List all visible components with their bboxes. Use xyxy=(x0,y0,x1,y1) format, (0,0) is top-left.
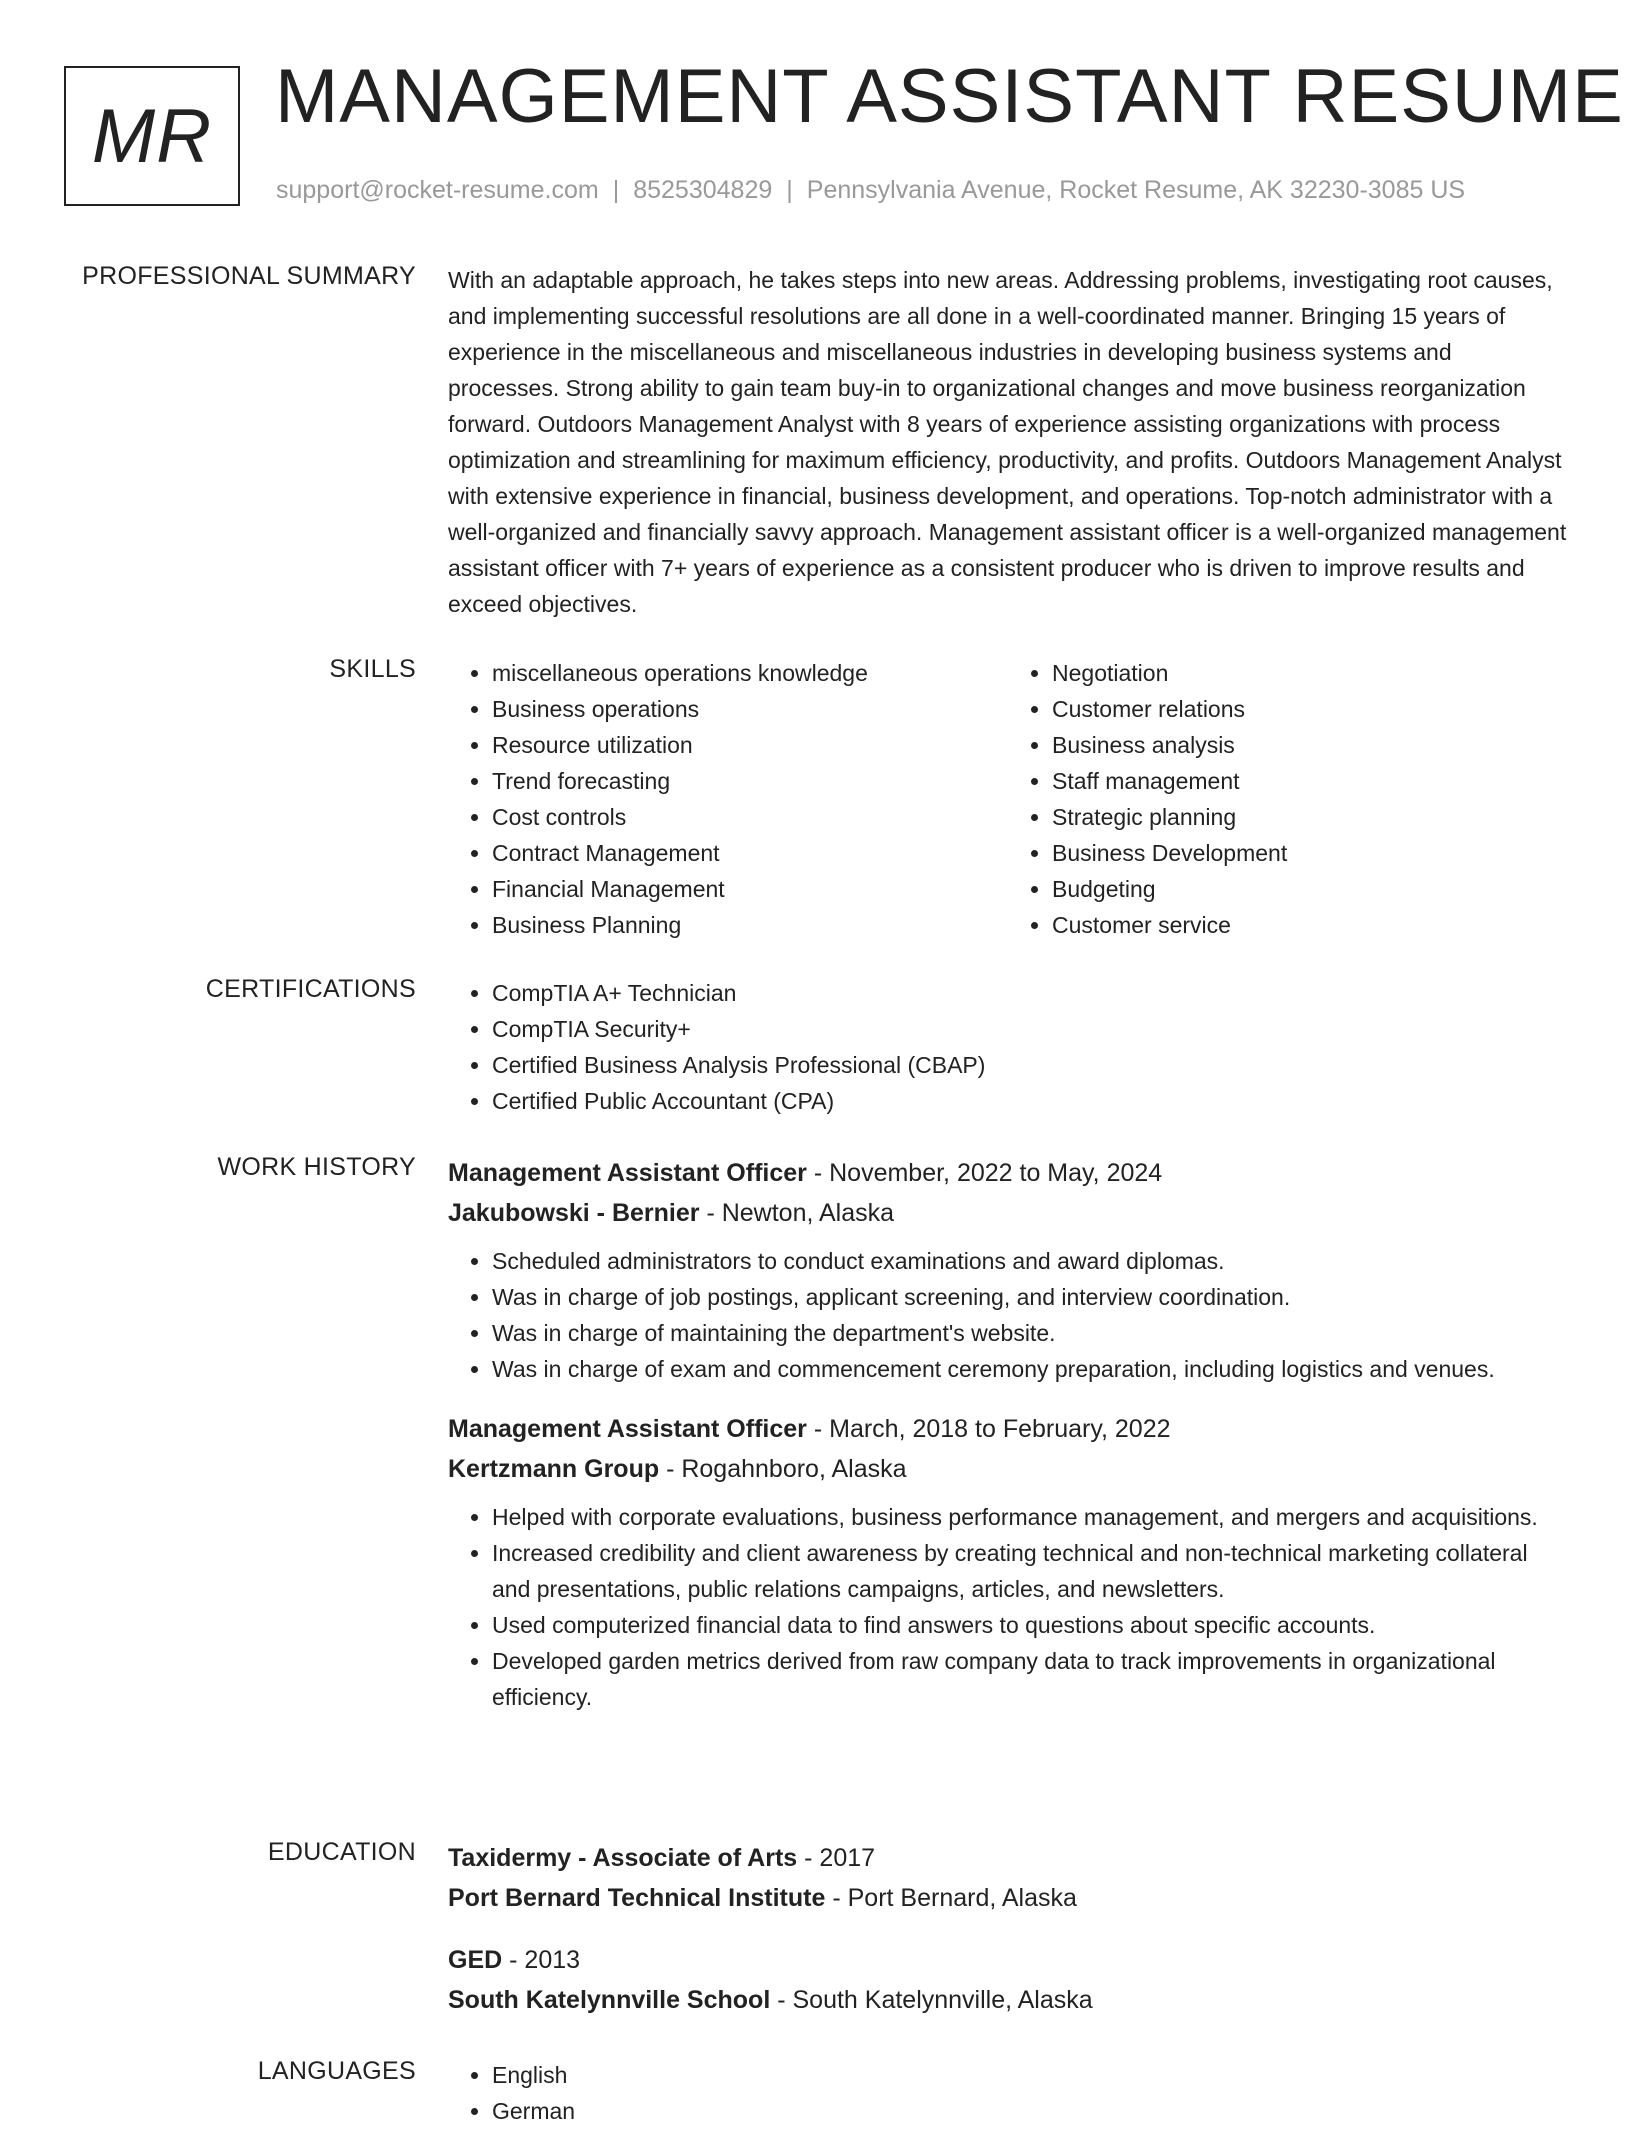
list-item: • Customer service xyxy=(1052,907,1568,943)
list-item: • Scheduled administrators to conduct examinations and award diplomas. xyxy=(492,1243,1568,1279)
monogram-logo: MR xyxy=(64,66,240,206)
job-title-line xyxy=(448,1153,1568,1193)
list-item: • Contract Management xyxy=(492,835,1008,871)
list-item: • Increased credibility and client awareness by creating technical and non-technical marketing collateral and presentations, public relations campaigns, articles, and newsletters. xyxy=(492,1535,1568,1607)
contact-phone[interactable]: 8525304829 xyxy=(633,176,773,204)
education-school: South Katelynnville School xyxy=(448,1986,771,2014)
skills-list-left xyxy=(448,655,1008,943)
list-item: • Certified Public Accountant (CPA) xyxy=(492,1083,1568,1119)
job-entry xyxy=(448,1153,1568,1387)
job-entry xyxy=(448,1409,1568,1715)
job-title: Management Assistant Officer xyxy=(448,1159,807,1187)
education-year: - 2013 xyxy=(509,1946,581,1974)
section-label-work: WORK HISTORY xyxy=(217,1153,416,1181)
languages-list xyxy=(448,2057,1568,2129)
job-location: - Newton, Alaska xyxy=(706,1199,895,1227)
section-label-summary: PROFESSIONAL SUMMARY xyxy=(82,262,416,290)
contact-email[interactable]: support@rocket-resume.com xyxy=(276,176,599,204)
education-entry xyxy=(448,1838,1568,1918)
list-item: • Certified Business Analysis Professional (CBAP) xyxy=(492,1047,1568,1083)
education-degree: Taxidermy - Associate of Arts xyxy=(448,1844,798,1872)
contact-address: Pennsylvania Avenue, Rocket Resume, AK 32230-3085 US xyxy=(806,176,1466,204)
section-label-education: EDUCATION xyxy=(267,1838,416,1866)
list-item: • Was in charge of maintaining the department's website. xyxy=(492,1315,1568,1351)
list-item: • Budgeting xyxy=(1052,871,1568,907)
job-bullets xyxy=(448,1499,1568,1715)
education-location: - South Katelynnville, Alaska xyxy=(777,1986,1093,2014)
list-item: • Business Planning xyxy=(492,907,1008,943)
education-school-line xyxy=(448,1980,1568,2020)
contact-line xyxy=(276,176,1465,205)
page-title: MANAGEMENT ASSISTANT RESUME xyxy=(275,54,1624,139)
list-item: • Strategic planning xyxy=(1052,799,1568,835)
education-degree: GED xyxy=(448,1946,503,1974)
job-company: Kertzmann Group xyxy=(448,1455,660,1483)
education-year: - 2017 xyxy=(804,1844,876,1872)
job-dates: - March, 2018 to February, 2022 xyxy=(813,1415,1171,1443)
list-item: • Staff management xyxy=(1052,763,1568,799)
contact-separator: | xyxy=(612,176,620,204)
list-item: • Trend forecasting xyxy=(492,763,1008,799)
job-location: - Rogahnboro, Alaska xyxy=(666,1455,907,1483)
list-item: • Negotiation xyxy=(1052,655,1568,691)
list-item: • Customer relations xyxy=(1052,691,1568,727)
list-item: • Financial Management xyxy=(492,871,1008,907)
list-item: • Business Development xyxy=(1052,835,1568,871)
contact-separator: | xyxy=(786,176,793,204)
list-item: • Helped with corporate evaluations, business performance management, and mergers and acquisitions. xyxy=(492,1499,1568,1535)
list-item: • Developed garden metrics derived from raw company data to track improvements in organizational efficiency. xyxy=(492,1643,1568,1715)
section-label-skills: SKILLS xyxy=(329,655,416,683)
education-degree-line xyxy=(448,1838,1568,1878)
list-item: • Cost controls xyxy=(492,799,1008,835)
education-entry xyxy=(448,1940,1568,2020)
section-label-languages: LANGUAGES xyxy=(257,2057,416,2085)
list-item: • miscellaneous operations knowledge xyxy=(492,655,1008,691)
list-item: • Business analysis xyxy=(1052,727,1568,763)
list-item: • CompTIA Security+ xyxy=(492,1011,1568,1047)
job-company-line xyxy=(448,1449,1568,1489)
education-school: Port Bernard Technical Institute xyxy=(448,1884,826,1912)
certifications-list xyxy=(448,975,1568,1119)
education-location: - Port Bernard, Alaska xyxy=(832,1884,1077,1912)
list-item: • Resource utilization xyxy=(492,727,1008,763)
job-company-line xyxy=(448,1193,1568,1233)
job-bullets xyxy=(448,1243,1568,1387)
skills-list-right xyxy=(1008,655,1568,943)
list-item: • Was in charge of exam and commencement ceremony preparation, including logistics and venues. xyxy=(492,1351,1568,1387)
job-title: Management Assistant Officer xyxy=(448,1415,807,1443)
list-item: • Used computerized financial data to find answers to questions about specific accounts. xyxy=(492,1607,1568,1643)
job-company: Jakubowski - Bernier xyxy=(448,1199,700,1227)
section-label-certifications: CERTIFICATIONS xyxy=(205,975,416,1003)
list-item: • German xyxy=(492,2093,1568,2129)
job-dates: - November, 2022 to May, 2024 xyxy=(813,1159,1163,1187)
education-degree-line xyxy=(448,1940,1568,1980)
list-item: • Was in charge of job postings, applicant screening, and interview coordination. xyxy=(492,1279,1568,1315)
education-school-line xyxy=(448,1878,1568,1918)
summary-text: With an adaptable approach, he takes steps into new areas. Addressing problems, investigating root causes, and implementing successful resolutions are all done in a well-coordinated manner. Bringing 15 years of experience in the miscellaneous and miscellaneous industries in developing business systems and processes. Strong ability to gain team buy-in to organizational changes and move business reorganization forward. Outdoors Management Analyst with 8 years of experience assisting organizations with process optimization and streamlining for maximum efficiency, productivity, and profits. Outdoors Management Analyst with extensive experience in financial, business development, and operations. Top-notch administrator with a well-organized and financially savvy approach. Management assistant officer is a well-organized management assistant officer with 7+ years of experience as a consistent producer who is driven to improve results and exceed objectives. xyxy=(448,267,1567,617)
list-item: • CompTIA A+ Technician xyxy=(492,975,1568,1011)
list-item: • Business operations xyxy=(492,691,1008,727)
list-item: • English xyxy=(492,2057,1568,2093)
job-title-line xyxy=(448,1409,1568,1449)
